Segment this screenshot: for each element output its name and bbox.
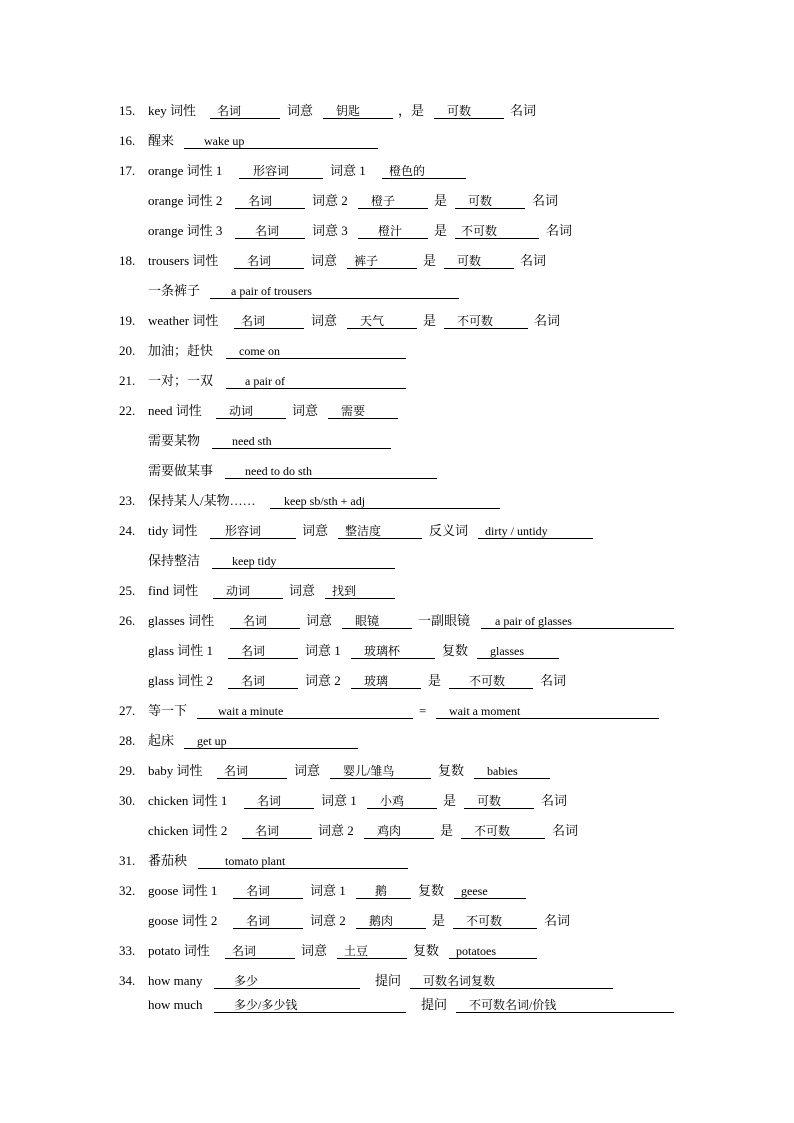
label: 是 xyxy=(423,313,437,328)
label: 词意 xyxy=(301,943,328,958)
label: find 词性 xyxy=(148,583,199,598)
label: 提问 xyxy=(421,997,448,1012)
answer: keep tidy xyxy=(232,554,277,568)
answer: 动词 xyxy=(229,404,254,418)
answer-blank xyxy=(244,791,314,809)
label: 醒来 xyxy=(148,133,175,148)
answer: 鸡肉 xyxy=(377,824,402,838)
answer: 名词 xyxy=(255,224,280,238)
answer: 名词 xyxy=(241,674,266,688)
answer: 多少/多少钱 xyxy=(234,998,298,1012)
answer-blank xyxy=(212,431,391,449)
answer: 名词 xyxy=(247,254,272,268)
label: 名词 xyxy=(520,253,547,268)
answer: 形容词 xyxy=(253,164,290,178)
label: 是 xyxy=(434,223,448,238)
answer: 可数 xyxy=(447,104,472,118)
label: 名词 xyxy=(544,913,571,928)
label: 名词 xyxy=(546,223,573,238)
label: 词意 2 xyxy=(312,193,348,208)
answer-blank xyxy=(197,701,413,719)
label: potato 词性 xyxy=(148,943,210,958)
label: 是 xyxy=(434,193,448,208)
answer: 动词 xyxy=(226,584,251,598)
item-number: 15. xyxy=(119,103,136,118)
label: goose 词性 2 xyxy=(148,913,218,928)
answer-blank xyxy=(338,521,422,539)
label: 名词 xyxy=(534,313,561,328)
label: 词意 1 xyxy=(305,643,341,658)
label: 加油；赶快 xyxy=(148,343,214,358)
answer: 形容词 xyxy=(225,524,262,538)
item-number: 23. xyxy=(119,493,136,508)
label: 反义词 xyxy=(429,523,469,538)
answer-blank xyxy=(198,851,408,869)
answer: 鹅 xyxy=(375,884,388,898)
answer-blank xyxy=(337,941,407,959)
answer: 不可数 xyxy=(461,224,498,238)
answer: 钥匙 xyxy=(336,104,361,118)
answer: 名词 xyxy=(257,794,282,808)
item-number: 31. xyxy=(119,853,136,868)
label: 保持整洁 xyxy=(148,553,201,568)
answer-blank xyxy=(347,251,417,269)
label: 一条裤子 xyxy=(148,283,201,298)
answer-blank xyxy=(461,821,545,839)
answer-blank xyxy=(225,461,437,479)
answer-blank xyxy=(449,941,537,959)
label: 词意 2 xyxy=(310,913,346,928)
label: glass 词性 2 xyxy=(148,673,214,688)
answer-blank xyxy=(228,671,298,689)
item-number: 17. xyxy=(119,163,136,178)
answer: 橙子 xyxy=(371,194,396,208)
answer: babies xyxy=(487,764,518,778)
item-number: 19. xyxy=(119,313,136,328)
answer: 名词 xyxy=(248,194,273,208)
answer-blank xyxy=(478,521,593,539)
item-number: 21. xyxy=(119,373,136,388)
answer-blank xyxy=(358,221,428,239)
label: 词意 xyxy=(306,613,333,628)
label: 名词 xyxy=(541,793,568,808)
answer: need sth xyxy=(232,434,272,448)
answer-blank xyxy=(410,971,613,989)
label: 词意 1 xyxy=(321,793,357,808)
answer-blank xyxy=(455,221,539,239)
answer: 名词 xyxy=(217,104,242,118)
answer-blank xyxy=(356,881,411,899)
answer: 橙色的 xyxy=(389,164,426,178)
answer: dirty / untidy xyxy=(485,524,548,538)
answer: 可数 xyxy=(477,794,502,808)
answer: 不可数名词/价钱 xyxy=(469,998,557,1012)
item-number: 30. xyxy=(119,793,136,808)
answer-blank xyxy=(214,971,360,989)
answer-blank xyxy=(217,761,287,779)
answer: 鹅肉 xyxy=(369,914,394,928)
item-number: 26. xyxy=(119,613,136,628)
answer-blank xyxy=(233,911,303,929)
answer: glasses xyxy=(490,644,524,658)
answer: 橙汁 xyxy=(378,224,403,238)
answer: 可数 xyxy=(468,194,493,208)
label: 提问 xyxy=(375,973,402,988)
answer-blank xyxy=(436,701,659,719)
item-number: 24. xyxy=(119,523,136,538)
label: glass 词性 1 xyxy=(148,643,214,658)
answer-blank xyxy=(351,641,435,659)
label: 名词 xyxy=(510,103,537,118)
answer: potatoes xyxy=(456,944,496,958)
label: 词意 2 xyxy=(318,823,354,838)
label: ，是 xyxy=(398,103,425,118)
answer-blank xyxy=(444,311,528,329)
label: 词意 xyxy=(294,763,321,778)
label: 词意 1 xyxy=(310,883,346,898)
answer-blank xyxy=(477,641,559,659)
label: weather 词性 xyxy=(148,313,219,328)
answer-blank xyxy=(328,401,398,419)
label: 是 xyxy=(440,823,454,838)
answer: 名词 xyxy=(241,644,266,658)
answer-blank xyxy=(213,581,283,599)
answer-blank xyxy=(235,221,305,239)
label: baby 词性 xyxy=(148,763,203,778)
label: orange 词性 3 xyxy=(148,223,223,238)
label: orange 词性 2 xyxy=(148,193,223,208)
answer-blank xyxy=(342,611,412,629)
answer-blank xyxy=(234,311,304,329)
answer-blank xyxy=(449,671,533,689)
answer-blank xyxy=(233,881,303,899)
answer-blank xyxy=(474,761,550,779)
label: 番茄秧 xyxy=(148,853,188,868)
label: 是 xyxy=(432,913,446,928)
answer-blank xyxy=(184,131,378,149)
item-number: 25. xyxy=(119,583,136,598)
label: 是 xyxy=(428,673,442,688)
label: trousers 词性 xyxy=(148,253,219,268)
answer-blank xyxy=(454,881,526,899)
answer: get up xyxy=(197,734,227,748)
answer-blank xyxy=(235,191,305,209)
label: 词意 xyxy=(287,103,314,118)
answer-blank xyxy=(234,251,304,269)
answer-blank xyxy=(367,791,437,809)
answer: 名词 xyxy=(246,884,271,898)
answer-blank xyxy=(239,161,323,179)
label: 词意 3 xyxy=(312,223,348,238)
item-number: 20. xyxy=(119,343,136,358)
answer: 玻璃 xyxy=(364,674,389,688)
answer: 玻璃杯 xyxy=(364,644,401,658)
item-number: 16. xyxy=(119,133,136,148)
answer: wake up xyxy=(204,134,245,148)
label: 一副眼镜 xyxy=(418,613,471,628)
answer-blank xyxy=(210,521,296,539)
label: 起床 xyxy=(148,733,175,748)
answer: 名词 xyxy=(224,764,249,778)
label: chicken 词性 2 xyxy=(148,823,228,838)
answer: a pair of glasses xyxy=(495,614,572,628)
answer: 不可数 xyxy=(469,674,506,688)
item-number: 28. xyxy=(119,733,136,748)
answer-blank xyxy=(358,191,428,209)
answer-blank xyxy=(210,101,280,119)
label: tidy 词性 xyxy=(148,523,198,538)
item-number: 34. xyxy=(119,973,136,988)
answer-blank xyxy=(434,101,504,119)
answer-blank xyxy=(184,731,358,749)
answer: 不可数 xyxy=(474,824,511,838)
answer: 可数 xyxy=(457,254,482,268)
answer: 小鸡 xyxy=(380,794,405,808)
answer-blank xyxy=(325,581,395,599)
answer: wait a moment xyxy=(449,704,521,718)
label: orange 词性 1 xyxy=(148,163,223,178)
answer: 需要 xyxy=(341,404,366,418)
label: 复数 xyxy=(438,763,465,778)
answer-blank xyxy=(242,821,312,839)
item-number: 32. xyxy=(119,883,136,898)
label: 名词 xyxy=(540,673,567,688)
answer: 多少 xyxy=(234,974,259,988)
answer-blank xyxy=(212,551,395,569)
answer-blank xyxy=(364,821,434,839)
label: 词意 xyxy=(289,583,316,598)
label: 复数 xyxy=(418,883,445,898)
answer: 名词 xyxy=(255,824,280,838)
answer-blank xyxy=(455,191,525,209)
answer-blank xyxy=(444,251,514,269)
answer-blank xyxy=(356,911,426,929)
answer-blank xyxy=(330,761,431,779)
answer: 不可数 xyxy=(457,314,494,328)
label: 词意 xyxy=(311,253,338,268)
label: 等一下 xyxy=(148,703,188,718)
label: 需要某物 xyxy=(148,433,201,448)
label: 名词 xyxy=(532,193,559,208)
answer: 天气 xyxy=(360,314,385,328)
label: key 词性 xyxy=(148,103,197,118)
answer: 土豆 xyxy=(344,944,369,958)
label: how many xyxy=(148,973,203,988)
label: 词意 xyxy=(302,523,329,538)
answer: tomato plant xyxy=(225,854,286,868)
label: 需要做某事 xyxy=(148,463,214,478)
label: 复数 xyxy=(442,643,469,658)
answer: 名词 xyxy=(243,614,268,628)
answer: 名词 xyxy=(246,914,271,928)
answer: 眼镜 xyxy=(355,614,380,628)
answer-blank xyxy=(323,101,393,119)
answer-blank xyxy=(226,371,406,389)
answer: a pair of trousers xyxy=(231,284,312,298)
label: 词意 xyxy=(311,313,338,328)
answer-blank xyxy=(481,611,674,629)
answer: 名词 xyxy=(241,314,266,328)
answer: 婴儿/雏鸟 xyxy=(343,764,395,778)
label: goose 词性 1 xyxy=(148,883,218,898)
label: 词意 2 xyxy=(305,673,341,688)
item-number: 27. xyxy=(119,703,136,718)
answer: come on xyxy=(239,344,280,358)
item-number: 18. xyxy=(119,253,136,268)
label: how much xyxy=(148,997,203,1012)
answer-blank xyxy=(453,911,537,929)
answer: need to do sth xyxy=(245,464,312,478)
answer-blank xyxy=(226,341,406,359)
answer: 不可数 xyxy=(466,914,503,928)
answer-blank xyxy=(351,671,421,689)
answer: 找到 xyxy=(332,584,357,598)
answer: geese xyxy=(461,884,488,898)
label: 复数 xyxy=(413,943,440,958)
label: 是 xyxy=(443,793,457,808)
answer: 裤子 xyxy=(354,254,379,268)
answer-blank xyxy=(228,641,298,659)
label: need 词性 xyxy=(148,403,202,418)
answer-blank xyxy=(456,995,674,1013)
answer: 整洁度 xyxy=(345,524,382,538)
answer: keep sb/sth + adj xyxy=(284,494,366,508)
label: chicken 词性 1 xyxy=(148,793,228,808)
item-number: 29. xyxy=(119,763,136,778)
label: glasses 词性 xyxy=(148,613,215,628)
answer-blank xyxy=(210,281,459,299)
item-number: 33. xyxy=(119,943,136,958)
answer-blank xyxy=(382,161,466,179)
answer: 名词 xyxy=(232,944,257,958)
answer: wait a minute xyxy=(218,704,284,718)
label: 词意 xyxy=(292,403,319,418)
label: 保持某人/某物…… xyxy=(148,493,256,508)
answer-blank xyxy=(216,401,286,419)
answer-blank xyxy=(464,791,534,809)
answer: 可数名词复数 xyxy=(423,974,496,988)
answer-blank xyxy=(225,941,295,959)
answer-blank xyxy=(230,611,300,629)
label: 名词 xyxy=(552,823,579,838)
label: 一对；一双 xyxy=(148,373,214,388)
label: 词意 1 xyxy=(330,163,366,178)
label: = xyxy=(419,703,427,718)
answer-blank xyxy=(214,995,406,1013)
answer-blank xyxy=(347,311,417,329)
answer-blank xyxy=(270,491,500,509)
item-number: 22. xyxy=(119,403,136,418)
answer: a pair of xyxy=(245,374,285,388)
label: 是 xyxy=(423,253,437,268)
